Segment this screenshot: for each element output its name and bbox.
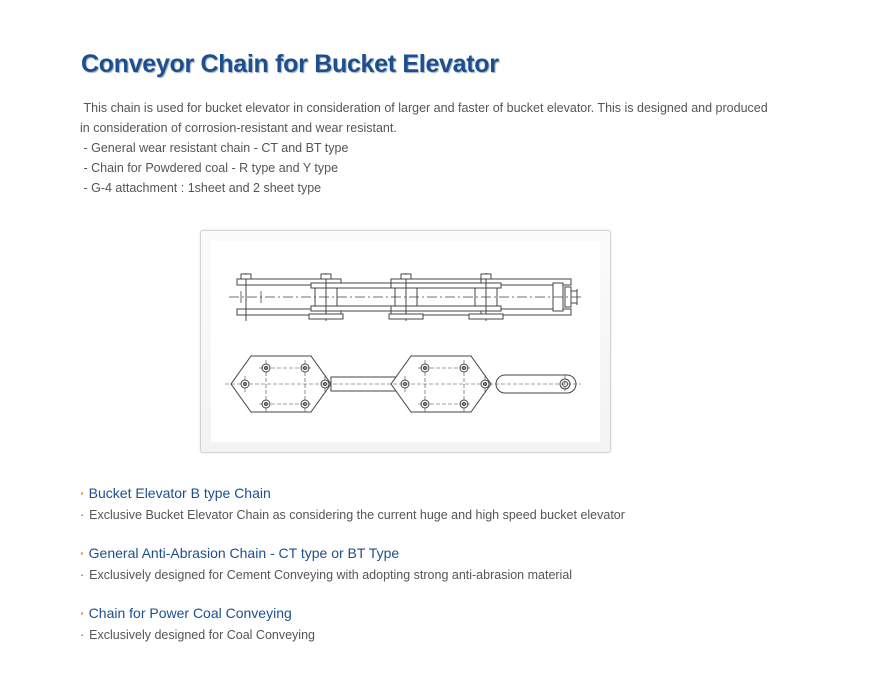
section-bucket-elevator-b-type xyxy=(80,484,625,524)
section-heading: · Bucket Elevator B type Chain xyxy=(80,485,271,501)
section-description: · Exclusive Bucket Elevator Chain as considering the current huge and high speed bucket elevator xyxy=(80,508,625,522)
chain-drawing-frame xyxy=(200,230,611,453)
intro-item-wear-resistant: - General wear resistant chain - CT and BT type xyxy=(83,141,349,155)
page-title: Conveyor Chain for Bucket Elevator xyxy=(81,50,499,78)
section-description: · Exclusively designed for Coal Conveying xyxy=(80,628,315,642)
section-description: · Exclusively designed for Cement Conveying with adopting strong anti-abrasion material xyxy=(80,568,573,582)
intro-text xyxy=(80,98,770,198)
chain-side-view xyxy=(229,273,581,321)
section-heading: · General Anti-Abrasion Chain - CT type or BT Type xyxy=(80,545,400,561)
intro-item-powdered-coal: - Chain for Powdered coal - R type and Y type xyxy=(83,161,339,175)
orange-bullet-icon: · xyxy=(80,485,85,501)
section-power-coal-conveying xyxy=(80,604,315,644)
chain-attachment-view xyxy=(225,356,581,412)
section-heading: · Chain for Power Coal Conveying xyxy=(80,605,292,621)
chain-technical-drawing xyxy=(201,231,610,452)
intro-paragraph: This chain is used for bucket elevator in consideration of larger and faster of bucket elevator. This is designed and produced in consideration of corrosion-resistant and wear resistant. xyxy=(80,101,768,135)
intro-item-attachment: - G-4 attachment : 1sheet and 2 sheet type xyxy=(83,181,322,195)
section-anti-abrasion-chain xyxy=(80,544,572,584)
orange-bullet-icon: · xyxy=(80,605,85,621)
orange-bullet-icon: · xyxy=(80,545,85,561)
